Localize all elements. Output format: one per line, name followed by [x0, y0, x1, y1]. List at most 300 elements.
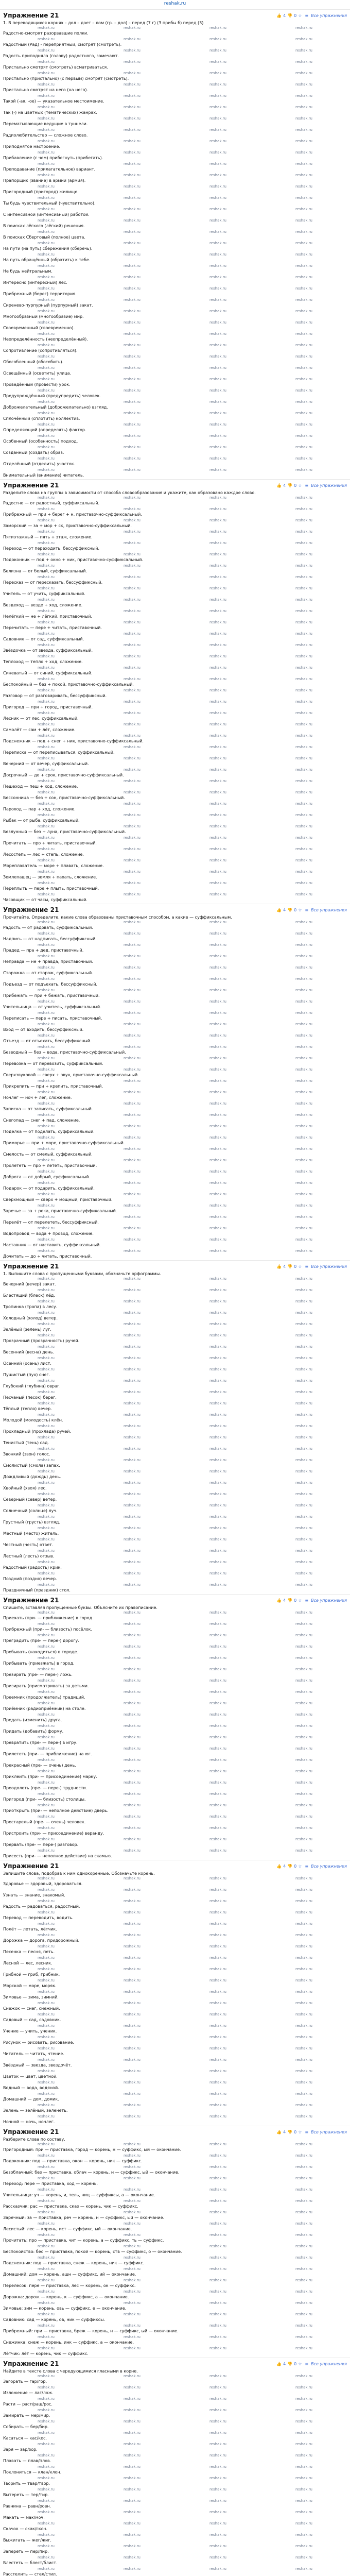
- watermark: reshak.ru: [209, 116, 226, 121]
- watermark: reshak.ru: [38, 2555, 55, 2560]
- thumb-up-icon[interactable]: 👍: [276, 483, 282, 488]
- star-icon[interactable]: ☆: [298, 1264, 302, 1269]
- all-exercises-link[interactable]: Все упражнения: [311, 907, 347, 912]
- watermark-row: [3, 1226, 347, 1230]
- watermark: reshak.ru: [209, 496, 226, 500]
- watermark-row: [3, 1379, 347, 1383]
- watermark: reshak.ru: [38, 82, 55, 87]
- star-icon[interactable]: ☆: [298, 2361, 302, 2366]
- watermark: reshak.ru: [124, 252, 141, 257]
- watermark: reshak.ru: [209, 1735, 226, 1739]
- watermark: reshak.ru: [209, 2210, 226, 2214]
- exercise-block: [0, 479, 350, 903]
- answer-line: Интересно (интересный) лес.: [3, 280, 67, 285]
- watermark: reshak.ru: [209, 977, 226, 981]
- answer-line: Пролететь — про + лететь, приставочный.: [3, 1163, 97, 1168]
- watermark: reshak.ru: [38, 779, 55, 783]
- answer-line: Пригород (при- — близость) столицы.: [3, 1797, 86, 1802]
- thumb-down-icon[interactable]: 👎: [287, 2129, 293, 2134]
- watermark: reshak.ru: [38, 1136, 55, 1140]
- watermark: reshak.ru: [209, 48, 226, 53]
- watermark: reshak.ru: [209, 802, 226, 806]
- watermark: reshak.ru: [124, 1583, 141, 1587]
- watermark: reshak.ru: [38, 1492, 55, 1496]
- watermark-row: [3, 2499, 347, 2503]
- watermark: reshak.ru: [124, 1067, 141, 1072]
- watermark-row: [3, 620, 347, 624]
- watermark: reshak.ru: [124, 139, 141, 143]
- answer-line: Пароход — пар + ход, сложение.: [3, 807, 76, 811]
- watermark: reshak.ru: [124, 1277, 141, 1281]
- watermark-row: [3, 1876, 347, 1880]
- watermark: reshak.ru: [38, 2521, 55, 2526]
- answer-line: Снежинка: снеж — корень, инк — суффикс, а — окончание.: [3, 2340, 134, 2345]
- watermark: reshak.ru: [38, 954, 55, 958]
- watermark: reshak.ru: [38, 530, 55, 534]
- answer-line: Пригородный: при — приставка, город — корень, н — суффикс, ый — окончание.: [3, 2147, 181, 2152]
- watermark: reshak.ru: [295, 666, 312, 670]
- answer-line: Многообразный (многообразие) мир.: [3, 314, 84, 319]
- like-count: 4: [283, 483, 286, 488]
- like-count: 4: [283, 1264, 286, 1269]
- watermark: reshak.ru: [124, 802, 141, 806]
- answer-line: Равнина — равн/ровн.: [3, 2504, 51, 2509]
- watermark: reshak.ru: [295, 1249, 312, 1253]
- watermark-row: [3, 2035, 347, 2039]
- star-icon[interactable]: ☆: [298, 1863, 302, 1869]
- watermark-row: [3, 26, 347, 30]
- answer-line: Поздний (поздно) вечер.: [3, 1577, 57, 1581]
- watermark: reshak.ru: [38, 354, 55, 359]
- watermark: reshak.ru: [38, 1249, 55, 1253]
- watermark: reshak.ru: [124, 507, 141, 511]
- watermark-row: [3, 1956, 347, 1960]
- exercise-actions: [275, 483, 347, 488]
- watermark: reshak.ru: [295, 1492, 312, 1496]
- answer-line: Песенка — песня, петь.: [3, 1950, 55, 1954]
- watermark-row: [3, 518, 347, 522]
- watermark: reshak.ru: [38, 1079, 55, 1083]
- watermark-row: [3, 2465, 347, 2469]
- watermark: reshak.ru: [209, 332, 226, 336]
- thumb-up-icon[interactable]: 👍: [276, 1598, 282, 1603]
- watermark: reshak.ru: [295, 2533, 312, 2537]
- watermark: reshak.ru: [209, 1435, 226, 1439]
- watermark: reshak.ru: [124, 2069, 141, 2073]
- watermark-row: [3, 1067, 347, 1072]
- watermark: reshak.ru: [209, 779, 226, 783]
- watermark: reshak.ru: [209, 1888, 226, 1892]
- answer-line: На путь обращённый (обратить) к тебе.: [3, 258, 91, 262]
- watermark-row: [3, 1311, 347, 1315]
- watermark: reshak.ru: [38, 2012, 55, 2016]
- watermark-row: [3, 1277, 347, 1281]
- thumb-up-icon[interactable]: 👍: [276, 13, 282, 18]
- watermark-row: [3, 2092, 347, 2096]
- exercise-title: Упражнение 21: [3, 906, 59, 913]
- thumb-down-icon[interactable]: 👎: [287, 1598, 293, 1603]
- answer-line: Досрочный — до + срок, приставочно-суффиксальный.: [3, 773, 124, 777]
- watermark: reshak.ru: [295, 836, 312, 840]
- watermark: reshak.ru: [209, 1424, 226, 1428]
- watermark-row: [3, 1826, 347, 1830]
- watermark: reshak.ru: [209, 1758, 226, 1762]
- watermark: reshak.ru: [209, 1458, 226, 1462]
- answer-line: Зелень — зелёный, зеленеть.: [3, 2108, 68, 2113]
- watermark: reshak.ru: [209, 1158, 226, 1162]
- watermark: reshak.ru: [209, 1803, 226, 1807]
- watermark: reshak.ru: [38, 320, 55, 325]
- watermark-row: [3, 2069, 347, 2073]
- watermark: reshak.ru: [124, 1435, 141, 1439]
- dislike-count: 0: [294, 1598, 297, 1603]
- watermark: reshak.ru: [295, 2001, 312, 2005]
- exercise-actions: [275, 1264, 347, 1269]
- watermark: reshak.ru: [124, 1967, 141, 1971]
- watermark: reshak.ru: [295, 150, 312, 155]
- watermark: reshak.ru: [124, 2555, 141, 2560]
- star-icon[interactable]: ☆: [298, 2129, 302, 2134]
- watermark: reshak.ru: [209, 1815, 226, 1819]
- watermark-row: [3, 1136, 347, 1140]
- star-icon[interactable]: ☆: [298, 13, 302, 18]
- watermark: reshak.ru: [295, 2256, 312, 2260]
- watermark: reshak.ru: [295, 2199, 312, 2203]
- list-icon[interactable]: ≡: [305, 1598, 309, 1603]
- watermark: reshak.ru: [209, 2476, 226, 2480]
- list-icon[interactable]: ≡: [305, 2361, 309, 2366]
- answer-line: Сиренево-пурпурный (пурпурный) закат.: [3, 303, 93, 308]
- watermark-row: [3, 218, 347, 223]
- watermark: reshak.ru: [38, 2346, 55, 2350]
- watermark: reshak.ru: [124, 2499, 141, 2503]
- exercise-actions: [275, 1863, 347, 1869]
- watermark: reshak.ru: [38, 1701, 55, 1705]
- watermark: reshak.ru: [38, 2267, 55, 2271]
- watermark: reshak.ru: [124, 173, 141, 177]
- watermark: reshak.ru: [124, 892, 141, 896]
- watermark: reshak.ru: [209, 768, 226, 772]
- watermark: reshak.ru: [38, 1322, 55, 1326]
- watermark-row: [3, 575, 347, 579]
- answer-line: Рисунок — рисовать, рисование.: [3, 2040, 74, 2045]
- answer-line: Превратить (пре- — пере-) в игру.: [3, 1740, 78, 1745]
- watermark: reshak.ru: [38, 400, 55, 404]
- thumb-down-icon[interactable]: 👎: [287, 1264, 293, 1269]
- watermark: reshak.ru: [124, 745, 141, 749]
- watermark-row: [3, 139, 347, 143]
- watermark: reshak.ru: [209, 1226, 226, 1230]
- watermark: reshak.ru: [295, 2544, 312, 2548]
- watermark: reshak.ru: [209, 150, 226, 155]
- watermark: reshak.ru: [38, 988, 55, 992]
- watermark: reshak.ru: [295, 434, 312, 438]
- watermark: reshak.ru: [38, 541, 55, 545]
- answer-line: Освещённый (осветить) улица.: [3, 371, 72, 376]
- all-exercises-link[interactable]: Все упражнения: [311, 1264, 347, 1269]
- watermark: reshak.ru: [295, 598, 312, 602]
- watermark: reshak.ru: [209, 1124, 226, 1128]
- watermark: reshak.ru: [209, 836, 226, 840]
- site-title[interactable]: reshak.ru: [164, 1, 186, 6]
- exercise-header: [0, 481, 350, 489]
- watermark: reshak.ru: [124, 734, 141, 738]
- answer-line: Безводный — без + вода, приставочно-суффиксальный.: [3, 1050, 126, 1055]
- list-icon[interactable]: ≡: [305, 1863, 309, 1869]
- watermark-row: [3, 1549, 347, 1553]
- watermark: reshak.ru: [38, 1045, 55, 1049]
- watermark: reshak.ru: [295, 252, 312, 257]
- thumb-up-icon[interactable]: 👍: [276, 1863, 282, 1869]
- watermark: reshak.ru: [295, 2080, 312, 2084]
- watermark: reshak.ru: [38, 252, 55, 257]
- watermark-row: [3, 870, 347, 874]
- watermark: reshak.ru: [38, 1447, 55, 1451]
- watermark: reshak.ru: [209, 954, 226, 958]
- watermark: reshak.ru: [209, 1667, 226, 1671]
- answer-line: Преодолеть (пре- — пере-) трудности.: [3, 1786, 87, 1790]
- watermark-row: [3, 377, 347, 381]
- all-exercises-link[interactable]: Все упражнения: [311, 2129, 347, 2134]
- watermark: reshak.ru: [124, 1469, 141, 1473]
- watermark: reshak.ru: [124, 1288, 141, 1292]
- watermark: reshak.ru: [295, 1067, 312, 1072]
- watermark: reshak.ru: [209, 400, 226, 404]
- answer-line: Дочитать — до + читать, приставочный.: [3, 1254, 92, 1259]
- watermark: reshak.ru: [38, 1277, 55, 1281]
- all-exercises-link[interactable]: Все упражнения: [311, 13, 347, 18]
- thumb-down-icon[interactable]: 👎: [287, 1863, 293, 1869]
- answer-line: Доброжелательный (доброжелательно) взгляд.: [3, 405, 108, 410]
- answer-line: Северный (север) ветер.: [3, 1497, 57, 1502]
- watermark: reshak.ru: [209, 1067, 226, 1072]
- watermark: reshak.ru: [38, 1204, 55, 1208]
- watermark-row: [3, 666, 347, 670]
- watermark: reshak.ru: [38, 1215, 55, 1219]
- watermark: reshak.ru: [124, 2199, 141, 2203]
- watermark: reshak.ru: [209, 1390, 226, 1394]
- watermark: reshak.ru: [38, 2256, 55, 2260]
- answer-line: Присесть (при- — неполное действие) на скамью.: [3, 1854, 112, 1858]
- watermark: reshak.ru: [124, 2103, 141, 2107]
- thumb-down-icon[interactable]: 👎: [287, 483, 293, 488]
- watermark: reshak.ru: [38, 575, 55, 579]
- watermark: reshak.ru: [124, 700, 141, 704]
- answer-line: Приехать (при- — приближение) в город.: [3, 1616, 94, 1620]
- watermark: reshak.ru: [295, 2510, 312, 2514]
- answer-line: Землепашец — земля + пахать, сложение.: [3, 875, 97, 879]
- answer-line: Перелесок: пере — приставка, лес — корень, ок — суффикс.: [3, 2283, 136, 2288]
- watermark: reshak.ru: [295, 422, 312, 427]
- watermark: reshak.ru: [38, 2442, 55, 2446]
- watermark: reshak.ru: [295, 541, 312, 545]
- watermark-row: [3, 1701, 347, 1705]
- watermark-row: [3, 1679, 347, 1683]
- watermark: reshak.ru: [295, 1356, 312, 1360]
- watermark: reshak.ru: [124, 2374, 141, 2378]
- watermark: reshak.ru: [295, 37, 312, 41]
- like-count: 4: [283, 2361, 286, 2366]
- watermark: reshak.ru: [124, 1333, 141, 1337]
- watermark: reshak.ru: [124, 768, 141, 772]
- watermark: reshak.ru: [38, 2046, 55, 2050]
- watermark: reshak.ru: [124, 1679, 141, 1683]
- all-exercises-link[interactable]: Все упражнения: [311, 1598, 347, 1603]
- answer-line: Пристально смотрят на него (на него).: [3, 88, 89, 92]
- watermark: reshak.ru: [209, 1345, 226, 1349]
- answer-line: Учительница: уч — корень, и, тель, ниц — суффиксы, а — окончание.: [3, 2193, 155, 2197]
- watermark: reshak.ru: [209, 1147, 226, 1151]
- answer-line: Безлунный — без + луна, приставочно-суффиксальный.: [3, 829, 126, 834]
- watermark: reshak.ru: [38, 1056, 55, 1060]
- watermark: reshak.ru: [124, 1447, 141, 1451]
- list-icon[interactable]: ≡: [305, 907, 309, 912]
- thumb-down-icon[interactable]: 👎: [287, 13, 293, 18]
- watermark: reshak.ru: [209, 1181, 226, 1185]
- watermark: reshak.ru: [295, 688, 312, 692]
- watermark-row: [3, 1367, 347, 1371]
- watermark: reshak.ru: [124, 1769, 141, 1773]
- watermark: reshak.ru: [209, 309, 226, 313]
- watermark: reshak.ru: [38, 734, 55, 738]
- watermark: reshak.ru: [124, 411, 141, 415]
- star-icon[interactable]: ☆: [298, 483, 302, 488]
- watermark: reshak.ru: [38, 162, 55, 166]
- watermark: reshak.ru: [209, 1101, 226, 1106]
- all-exercises-link[interactable]: Все упражнения: [311, 2361, 347, 2366]
- watermark: reshak.ru: [209, 2290, 226, 2294]
- watermark: reshak.ru: [295, 2233, 312, 2237]
- watermark-row: [3, 1158, 347, 1162]
- watermark-row: [3, 999, 347, 1004]
- watermark: reshak.ru: [295, 586, 312, 590]
- watermark-row: [3, 541, 347, 545]
- watermark: reshak.ru: [295, 1147, 312, 1151]
- answer-line: Так (-) на цветных (тематических) жанрах.: [3, 110, 97, 115]
- watermark: reshak.ru: [38, 2476, 55, 2480]
- dislike-count: 0: [294, 1264, 297, 1269]
- watermark-row: [3, 400, 347, 404]
- watermark: reshak.ru: [124, 456, 141, 461]
- watermark: reshak.ru: [209, 2487, 226, 2492]
- watermark: reshak.ru: [209, 2058, 226, 2062]
- watermark: reshak.ru: [38, 2312, 55, 2316]
- watermark: reshak.ru: [295, 2312, 312, 2316]
- watermark: reshak.ru: [295, 575, 312, 579]
- watermark-row: [3, 677, 347, 681]
- watermark: reshak.ru: [209, 37, 226, 41]
- watermark: reshak.ru: [295, 1910, 312, 1914]
- answer-line: Выжигать — жег/жиг.: [3, 2538, 51, 2543]
- list-icon[interactable]: ≡: [305, 1264, 309, 1269]
- star-icon[interactable]: ☆: [298, 1598, 302, 1603]
- watermark: reshak.ru: [295, 468, 312, 472]
- watermark: reshak.ru: [295, 173, 312, 177]
- thumb-up-icon[interactable]: 👍: [276, 1264, 282, 1269]
- answer-line: Вечерний (вечер) закат.: [3, 1282, 56, 1286]
- answer-line: Ночлег — ноч + лег, сложение.: [3, 1095, 72, 1100]
- watermark: reshak.ru: [124, 2080, 141, 2084]
- watermark: reshak.ru: [209, 2165, 226, 2169]
- watermark: reshak.ru: [38, 230, 55, 234]
- watermark: reshak.ru: [38, 2199, 55, 2203]
- star-icon[interactable]: ☆: [298, 907, 302, 912]
- watermark: reshak.ru: [124, 1888, 141, 1892]
- answer-line: Прозрачный (прозрачность) ручей.: [3, 1338, 80, 1343]
- watermark: reshak.ru: [38, 688, 55, 692]
- watermark: reshak.ru: [124, 1690, 141, 1694]
- list-icon[interactable]: ≡: [305, 483, 309, 488]
- watermark: reshak.ru: [124, 2533, 141, 2537]
- watermark: reshak.ru: [295, 620, 312, 624]
- thumb-up-icon[interactable]: 👍: [276, 2129, 282, 2134]
- all-exercises-link[interactable]: Все упражнения: [311, 483, 347, 488]
- watermark: reshak.ru: [124, 931, 141, 936]
- watermark-row: [3, 422, 347, 427]
- list-icon[interactable]: ≡: [305, 13, 309, 18]
- thumb-down-icon[interactable]: 👎: [287, 2361, 293, 2366]
- answer-line: Водный — вода, водяной.: [3, 2086, 59, 2090]
- watermark: reshak.ru: [295, 1367, 312, 1371]
- watermark: reshak.ru: [209, 1922, 226, 1926]
- watermark: reshak.ru: [295, 2290, 312, 2294]
- watermark: reshak.ru: [124, 598, 141, 602]
- watermark-row: [3, 468, 347, 472]
- watermark-row: [3, 366, 347, 370]
- answer-line: Проведённый (провести) урок.: [3, 382, 71, 387]
- answer-line: Зимовье — зима, зимний.: [3, 1995, 59, 1999]
- answer-line: Дорожка: дорож — корень, к — суффикс, а — окончание.: [3, 2295, 129, 2299]
- watermark: reshak.ru: [209, 2510, 226, 2514]
- thumb-up-icon[interactable]: 👍: [276, 907, 282, 912]
- watermark: reshak.ru: [295, 1288, 312, 1292]
- watermark: reshak.ru: [124, 2001, 141, 2005]
- thumb-up-icon[interactable]: 👍: [276, 2361, 282, 2366]
- watermark: reshak.ru: [38, 496, 55, 500]
- thumb-down-icon[interactable]: 👎: [287, 907, 293, 912]
- answer-line: Беспокойный — без + покой, приставочно-суффиксальный.: [3, 682, 134, 687]
- answer-line: Перечитать — пере + читать, приставочный.: [3, 625, 102, 630]
- answer-line: Морской — море, моряк.: [3, 1984, 57, 1988]
- watermark: reshak.ru: [295, 1056, 312, 1060]
- watermark: reshak.ru: [38, 48, 55, 53]
- content: [0, 9, 350, 2576]
- watermark-row: [3, 1583, 347, 1587]
- watermark: reshak.ru: [38, 813, 55, 817]
- answer-line: Макать — мак/моч.: [3, 2515, 45, 2520]
- watermark: reshak.ru: [38, 94, 55, 98]
- watermark-row: [3, 2408, 347, 2412]
- watermark: reshak.ru: [38, 2210, 55, 2214]
- list-icon[interactable]: ≡: [305, 2129, 309, 2134]
- watermark-row: [3, 207, 347, 211]
- answer-line: Лётчик: лёт — корень, чик — суффикс.: [3, 2351, 89, 2356]
- watermark: reshak.ru: [295, 2301, 312, 2305]
- answer-line: Учитель — от учить, суффиксальный.: [3, 591, 85, 596]
- watermark: reshak.ru: [295, 116, 312, 121]
- watermark: reshak.ru: [209, 1837, 226, 1841]
- watermark: reshak.ru: [209, 824, 226, 828]
- watermark: reshak.ru: [209, 2046, 226, 2050]
- all-exercises-link[interactable]: Все упражнения: [311, 1863, 347, 1869]
- watermark-row: [3, 564, 347, 568]
- watermark: reshak.ru: [38, 756, 55, 760]
- watermark-row: [3, 1645, 347, 1649]
- answer-line: Расстелить — стел/стил.: [3, 2572, 57, 2576]
- watermark-row: [3, 264, 347, 268]
- watermark: reshak.ru: [295, 756, 312, 760]
- watermark-row: [3, 988, 347, 992]
